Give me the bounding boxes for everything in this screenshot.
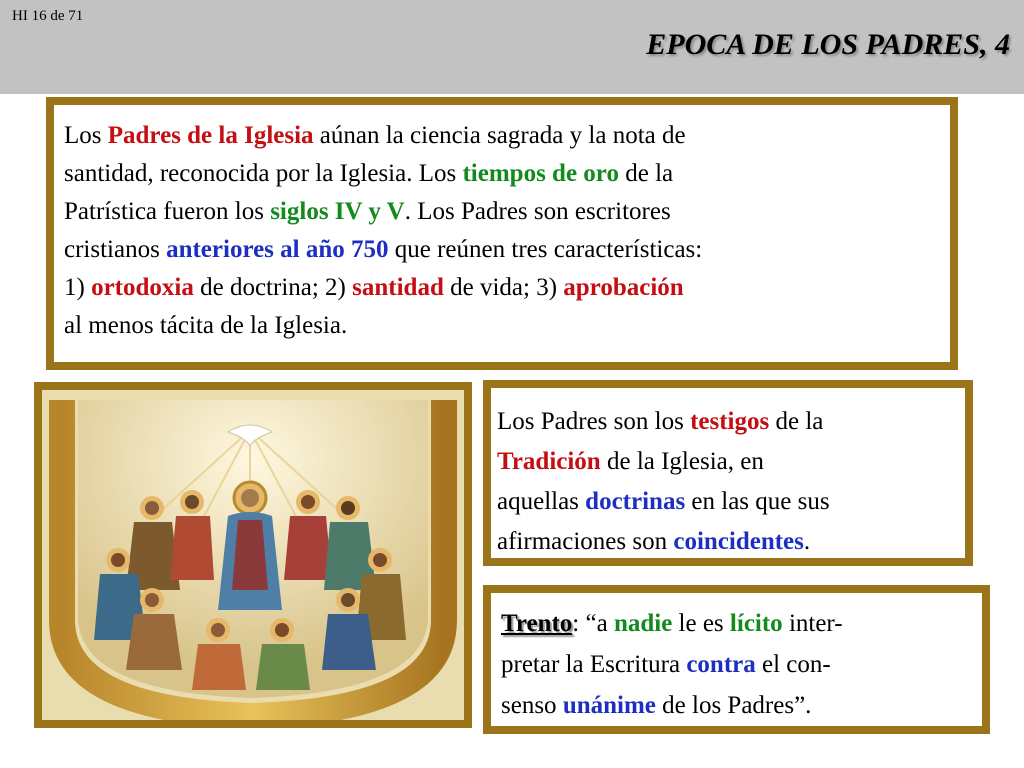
text-line	[64, 269, 950, 307]
text-segment: de la Iglesia, en	[600, 448, 764, 475]
highlighted-term: contra	[686, 651, 756, 678]
text-line	[501, 644, 982, 685]
text-segment: de doctrina; 2)	[193, 274, 353, 301]
highlighted-term: nadie	[613, 610, 673, 637]
text-segment: cristianos	[64, 236, 167, 263]
highlighted-term: coincidentes	[673, 528, 804, 555]
text-segment: Los	[64, 122, 108, 149]
text-segment: . Los Padres son escritores	[404, 198, 671, 225]
highlighted-term: Padres de la Iglesia	[107, 122, 314, 149]
text-segment: el con-	[755, 651, 831, 678]
testigos-frame	[483, 380, 973, 566]
text-line	[497, 482, 965, 522]
highlighted-term: santidad	[352, 274, 444, 301]
text-segment: Los Padres son los	[497, 408, 691, 435]
text-line	[64, 231, 950, 269]
text-line	[64, 117, 950, 155]
text-segment: aúnan la ciencia sagrada y la nota de	[313, 122, 686, 149]
text-segment: de la	[769, 408, 824, 435]
text-line	[64, 155, 950, 193]
text-segment: Patrística fueron los	[64, 198, 271, 225]
text-segment: santidad, reconocida por la Iglesia. Los	[64, 160, 463, 187]
highlighted-term: anteriores al año 750	[166, 236, 389, 263]
testigos-paragraph	[491, 388, 965, 558]
highlighted-term: unánime	[562, 692, 656, 719]
highlighted-term: Tradición	[497, 448, 601, 475]
image-frame	[34, 382, 472, 728]
pentecost-banner-image	[42, 390, 464, 720]
text-line	[64, 193, 950, 231]
text-line	[501, 603, 982, 644]
text-segment: de vida; 3)	[443, 274, 564, 301]
slide-counter: HI 16 de 71	[12, 8, 84, 24]
text-line	[64, 307, 950, 345]
text-line	[497, 402, 965, 442]
text-segment: senso	[501, 692, 563, 719]
text-segment: pretar la Escritura	[501, 651, 687, 678]
trento-frame	[483, 585, 990, 734]
text-segment: : “a	[572, 610, 614, 637]
text-segment: inter-	[782, 610, 843, 637]
text-line	[497, 442, 965, 482]
highlighted-term: aprobación	[563, 274, 684, 301]
highlighted-term: lícito	[729, 610, 783, 637]
highlighted-term: siglos IV y V	[270, 198, 405, 225]
slide-title: EPOCA DE LOS PADRES, 4	[646, 28, 1010, 61]
embroidered-pentecost-banner-icon	[42, 390, 464, 720]
text-segment: al menos tácita de la Iglesia.	[64, 312, 348, 339]
text-line	[497, 522, 965, 562]
main-paragraph	[54, 105, 950, 362]
highlighted-term: tiempos de oro	[462, 160, 619, 187]
main-text-frame	[46, 97, 958, 370]
slide-header	[0, 0, 1024, 94]
text-segment: de la	[618, 160, 674, 187]
text-segment: le es	[672, 610, 730, 637]
text-segment: afirmaciones son	[497, 528, 674, 555]
text-segment: en las que sus	[685, 488, 830, 515]
text-segment: 1)	[64, 274, 92, 301]
text-line	[501, 685, 982, 726]
text-segment: .	[803, 528, 811, 555]
highlighted-term: Trento	[501, 610, 573, 637]
highlighted-term: testigos	[690, 408, 770, 435]
highlighted-term: ortodoxia	[91, 274, 194, 301]
trento-paragraph	[491, 593, 982, 726]
text-segment: de los Padres”.	[655, 692, 812, 719]
text-segment: aquellas	[497, 488, 586, 515]
highlighted-term: doctrinas	[585, 488, 686, 515]
text-segment: que reúnen tres características:	[388, 236, 703, 263]
